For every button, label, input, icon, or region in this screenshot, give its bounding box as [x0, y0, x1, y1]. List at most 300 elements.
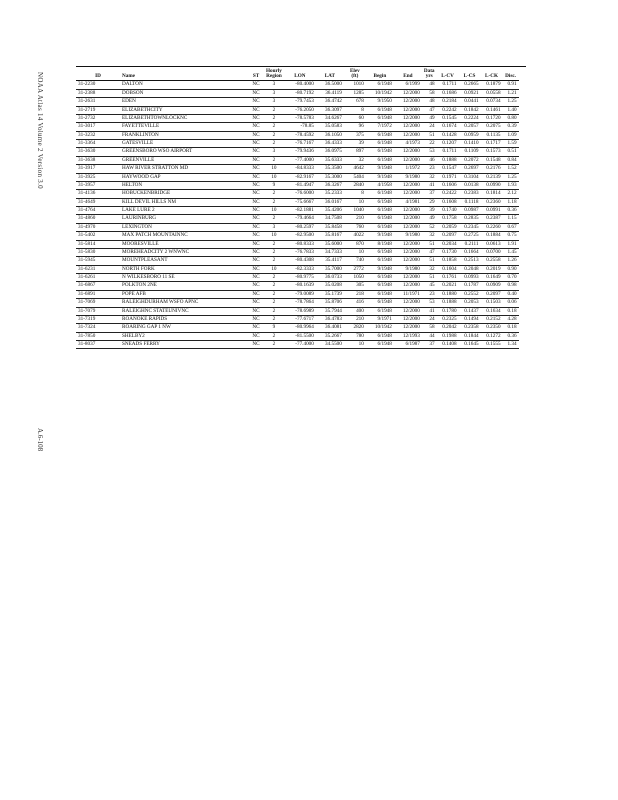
table-cell: 39	[422, 207, 437, 215]
table-cell: 6/1948	[366, 198, 394, 206]
table-cell: 0.2665	[459, 81, 481, 89]
table-cell: 0.2176	[481, 165, 503, 173]
table-cell: 0.1207	[437, 140, 459, 148]
table-cell: 740	[344, 257, 366, 265]
table-cell: 31-6261	[76, 274, 120, 282]
table-row	[76, 123, 519, 131]
table-cell: POLKTON 2NE	[120, 282, 248, 290]
table-cell: 0.2152	[481, 315, 503, 323]
table-cell: 49	[422, 114, 437, 122]
table-cell: 0.1884	[481, 232, 503, 240]
table-cell: 7/1972	[366, 123, 394, 131]
table-cell: 12/2000	[394, 215, 422, 223]
table-cell: 10/1942	[366, 89, 394, 97]
side-page-number	[36, 428, 58, 468]
table-cell: -78.5783	[284, 114, 316, 122]
table-cell: 3	[264, 98, 284, 106]
table-cell: 0.1664	[459, 248, 481, 256]
table-cell: NC	[248, 140, 264, 148]
column-header: LAT	[316, 74, 344, 81]
table-cell: 0.1606	[437, 181, 459, 189]
table-cell: 2	[264, 123, 284, 131]
table-cell: HELTON	[120, 181, 248, 189]
table-cell: 36.3267	[316, 181, 344, 189]
table-cell: 0.2345	[459, 223, 481, 231]
table-cell: -82.3333	[284, 265, 316, 273]
table-cell: NC	[248, 181, 264, 189]
table-cell: 6/1948	[366, 148, 394, 156]
atlas-volume-text: NOAA Atlas 14 Volume 2 Version 3.0	[36, 72, 44, 189]
table-cell: -80.1639	[284, 282, 316, 290]
table-cell: 2	[264, 215, 284, 223]
table-cell: NC	[248, 307, 264, 315]
table-cell: 0.1842	[459, 106, 481, 114]
table-cell: 2840	[344, 181, 366, 189]
table-cell: 37	[422, 190, 437, 198]
table-cell: 12/2000	[394, 248, 422, 256]
table-cell: 12/2000	[394, 114, 422, 122]
table-cell: NC	[248, 332, 264, 340]
table-cell: 51	[422, 257, 437, 265]
table-cell: 6/1948	[366, 307, 394, 315]
table-cell: 6/1948	[366, 207, 394, 215]
table-cell: 24	[422, 315, 437, 323]
column-header: L-CV	[437, 74, 459, 81]
table-cell: NC	[248, 198, 264, 206]
table-cell: NC	[248, 223, 264, 231]
table-cell: 0.0987	[459, 207, 481, 215]
table-cell: 0.1888	[437, 156, 459, 164]
header-row-2	[76, 74, 519, 81]
table-cell: 31-4649	[76, 198, 120, 206]
table-row	[76, 165, 519, 173]
table-cell: NC	[248, 290, 264, 298]
table-cell: 35.8167	[316, 232, 344, 240]
table-cell: 9/1948	[366, 265, 394, 273]
table-cell: 2820	[344, 324, 366, 332]
table-cell: 0.1858	[437, 257, 459, 265]
table-cell: 0.2360	[481, 198, 503, 206]
table-cell: 53	[422, 148, 437, 156]
table-cell: 2	[264, 190, 284, 198]
table-cell: 0.98	[503, 282, 519, 290]
table-row	[76, 198, 519, 206]
table-cell: 32	[422, 265, 437, 273]
table-cell: 0.0734	[481, 98, 503, 106]
table-cell: -79.9436	[284, 148, 316, 156]
table-cell: 58	[422, 89, 437, 97]
table-cell: 10	[264, 207, 284, 215]
table-cell: 4/1958	[366, 181, 394, 189]
table-cell: 0.1880	[437, 290, 459, 298]
table-cell: 0.1649	[481, 274, 503, 282]
table-cell: 0.2350	[481, 324, 503, 332]
table-cell: 2	[264, 106, 284, 114]
table-cell: 0.51	[503, 148, 519, 156]
table-cell: -80.7192	[284, 89, 316, 97]
column-header: ID	[76, 74, 120, 81]
table-row	[76, 341, 519, 349]
table-cell: -76.6000	[284, 190, 316, 198]
table-cell: 35.1739	[316, 290, 344, 298]
table-cell: NC	[248, 299, 264, 307]
table-cell: NC	[248, 123, 264, 131]
table-cell: 6/1948	[366, 332, 394, 340]
table-cell: NC	[248, 148, 264, 156]
table-cell: 0.0990	[481, 181, 503, 189]
table-cell: 0.2242	[437, 106, 459, 114]
table-cell: HAW RIVER STRATTON MD	[120, 165, 248, 173]
table-cell: 8	[344, 106, 366, 114]
table-cell: 2	[264, 307, 284, 315]
column-header: Name	[120, 74, 248, 81]
table-cell: 218	[344, 290, 366, 298]
table-cell: 6/1948	[366, 341, 394, 349]
table-cell: 0.1437	[459, 307, 481, 315]
table-cell: 4.28	[503, 315, 519, 323]
table-cell: 9	[264, 181, 284, 189]
table-cell: 760	[344, 223, 366, 231]
table-cell: 10	[344, 248, 366, 256]
table-cell: 31-7850	[76, 332, 120, 340]
table-cell: 0.2053	[459, 299, 481, 307]
table-cell: 0.1711	[437, 81, 459, 89]
table-cell: LAURINBURG	[120, 215, 248, 223]
table-cell: 0.1118	[459, 198, 481, 206]
table-cell: 37	[422, 341, 437, 349]
table-row	[76, 207, 519, 215]
table-cell: 0.1428	[437, 131, 459, 139]
table-cell: 3	[264, 148, 284, 156]
table-cell: 12/2000	[394, 156, 422, 164]
table-cell: 0.2184	[437, 98, 459, 106]
table-cell: 12/2000	[394, 148, 422, 156]
table-cell: 35.6000	[316, 240, 344, 248]
table-cell: 0.1410	[459, 140, 481, 148]
table-cell: 0.1408	[437, 341, 459, 349]
table-cell: 0.2697	[459, 165, 481, 173]
table-cell: -80.9964	[284, 324, 316, 332]
table-cell: 0.2558	[481, 257, 503, 265]
table-cell: 12/2000	[394, 223, 422, 231]
table-cell: 0.1608	[437, 198, 459, 206]
table-cell: 2	[264, 131, 284, 139]
table-cell: 0.1780	[437, 307, 459, 315]
table-cell: 51	[422, 240, 437, 248]
table-row	[76, 257, 519, 265]
table-cell: 6/1948	[366, 190, 394, 198]
table-cell: 1.26	[503, 257, 519, 265]
table-cell: 0.1814	[481, 190, 503, 198]
table-cell: 6/1987	[394, 341, 422, 349]
table-cell: NC	[248, 131, 264, 139]
table-cell: 0.1135	[481, 131, 503, 139]
table-cell: 35.0583	[316, 123, 344, 131]
table-cell: 48	[422, 81, 437, 89]
table-cell: 0.2042	[437, 324, 459, 332]
table-cell: 0.2019	[481, 265, 503, 273]
table-cell: RALEIGHNC STATEUNIVNC	[120, 307, 248, 315]
table-cell: 1.93	[503, 181, 519, 189]
table-cell: 1.25	[503, 98, 519, 106]
column-header: LON	[284, 74, 316, 81]
table-cell: HAYWOOD GAP	[120, 173, 248, 181]
table-cell: 6/1948	[366, 215, 394, 223]
table-cell: 0.1634	[481, 307, 503, 315]
table-cell: 9/1948	[366, 165, 394, 173]
table-cell: 12/2000	[394, 89, 422, 97]
table-cell: 6/1948	[366, 282, 394, 290]
table-cell: 31-3630	[76, 148, 120, 156]
table-row	[76, 156, 519, 164]
table-cell: ROANOKE RAPIDS	[120, 315, 248, 323]
table-cell: 31-6231	[76, 265, 120, 273]
table-cell: -79.4664	[284, 215, 316, 223]
table-cell: -78.85	[284, 123, 316, 131]
table-cell: 870	[344, 240, 366, 248]
table-cell: 36.4119	[316, 89, 344, 97]
table-cell: 9/1971	[366, 315, 394, 323]
table-cell: 35.7944	[316, 307, 344, 315]
table-cell: 0.2139	[481, 173, 503, 181]
table-cell: 2	[264, 274, 284, 282]
table-cell: 34.7333	[316, 248, 344, 256]
table-cell: 416	[344, 299, 366, 307]
table-cell: 36.4742	[316, 98, 344, 106]
table-cell: 12/1993	[394, 332, 422, 340]
table-row	[76, 240, 519, 248]
table-cell: 0.1988	[437, 332, 459, 340]
table-cell: 35.6333	[316, 156, 344, 164]
table-cell: 36.5000	[316, 81, 344, 89]
table-row	[76, 315, 519, 323]
table-row	[76, 307, 519, 315]
table-cell: 0.70	[503, 274, 519, 282]
table-cell: 6/1948	[366, 156, 394, 164]
table-cell: 31-2631	[76, 98, 120, 106]
table-cell: -81.4947	[284, 181, 316, 189]
table-cell: POPE AFB	[120, 290, 248, 298]
table-cell: 31-5830	[76, 248, 120, 256]
table-cell: -80.8333	[284, 240, 316, 248]
table-cell: 36.0733	[316, 274, 344, 282]
table-cell: 31-4860	[76, 215, 120, 223]
table-cell: 1.09	[503, 131, 519, 139]
table-cell: 0.1461	[481, 106, 503, 114]
table-cell: 2	[264, 290, 284, 298]
table-cell: 305	[344, 282, 366, 290]
table-row	[76, 81, 519, 89]
table-cell: -75.6667	[284, 198, 316, 206]
table-cell: 31-3957	[76, 181, 120, 189]
table-cell: 31-4764	[76, 207, 120, 215]
table-cell: 1.59	[503, 140, 519, 148]
table-cell: 2.12	[503, 190, 519, 198]
column-header: ST	[248, 74, 264, 81]
table-cell: 6/1948	[366, 257, 394, 265]
table-cell: 210	[344, 315, 366, 323]
table-cell: 31-7079	[76, 307, 120, 315]
table-cell: 0.0959	[459, 131, 481, 139]
station-table	[76, 68, 519, 349]
table-cell: 31-6891	[76, 290, 120, 298]
table-row	[76, 148, 519, 156]
table-cell: 0.0993	[459, 274, 481, 282]
table-cell: 10	[264, 265, 284, 273]
table-cell: 3	[264, 223, 284, 231]
table-cell: 41	[422, 181, 437, 189]
table-row	[76, 332, 519, 340]
table-cell: 0.80	[503, 114, 519, 122]
page-number-text: A.6-108	[36, 428, 44, 452]
table-cell: 0.1573	[481, 148, 503, 156]
table-cell: 0.0921	[459, 89, 481, 97]
table-cell: -80.9775	[284, 274, 316, 282]
table-cell: 0.1686	[437, 89, 459, 97]
table-cell: 0.3104	[459, 173, 481, 181]
table-cell: 39	[344, 140, 366, 148]
column-header: (ft)	[344, 74, 366, 81]
table-cell: 1040	[344, 207, 366, 215]
table-cell: 0.1787	[459, 282, 481, 290]
table-cell: 2	[264, 198, 284, 206]
table-cell: 0.2059	[437, 223, 459, 231]
table-cell: 9	[264, 324, 284, 332]
table-cell: -80.2597	[284, 223, 316, 231]
table-cell: 31-2719	[76, 106, 120, 114]
table-row	[76, 98, 519, 106]
table-cell: 31-3017	[76, 123, 120, 131]
table-cell: 10	[344, 341, 366, 349]
table-cell: 0.0441	[459, 98, 481, 106]
table-cell: 0.84	[503, 156, 519, 164]
table-cell: 35.8706	[316, 299, 344, 307]
table-cell: 0.1758	[437, 215, 459, 223]
table-cell: 31-7324	[76, 324, 120, 332]
table-cell: 0.1109	[459, 148, 481, 156]
table-cell: 34.5500	[316, 341, 344, 349]
table-cell: 32	[344, 156, 366, 164]
column-header: Data	[423, 68, 435, 74]
table-cell: 0.1604	[437, 265, 459, 273]
table-cell: 2	[264, 315, 284, 323]
table-cell: 2	[264, 341, 284, 349]
table-cell: 1/1972	[394, 165, 422, 173]
table-cell: 31-3925	[76, 173, 120, 181]
table-cell: 35.4117	[316, 257, 344, 265]
table-cell: 1010	[344, 81, 366, 89]
table-cell: -76.7833	[284, 248, 316, 256]
table-cell: 1050	[344, 274, 366, 282]
table-cell: 0.18	[503, 307, 519, 315]
table-cell: ELIZABETHCITY	[120, 106, 248, 114]
table-cell: 0.2358	[459, 324, 481, 332]
table-row	[76, 173, 519, 181]
table-cell: 0.2422	[437, 190, 459, 198]
table-cell: 36.4783	[316, 315, 344, 323]
table-cell: 31-5402	[76, 232, 120, 240]
table-cell: 0.75	[503, 232, 519, 240]
table-cell: 6/1948	[366, 290, 394, 298]
table-cell: NC	[248, 257, 264, 265]
table-cell: 12/2000	[394, 181, 422, 189]
table-cell: NC	[248, 156, 264, 164]
table-cell: 23	[422, 290, 437, 298]
table-cell: 31-4136	[76, 190, 120, 198]
table-cell: 1.91	[503, 240, 519, 248]
table-cell: 0.2260	[481, 223, 503, 231]
table-cell: 2	[264, 156, 284, 164]
table-cell: 4022	[344, 232, 366, 240]
table-cell: 0.18	[503, 324, 519, 332]
table-cell: 6/1999	[394, 81, 422, 89]
table-cell: 6/1948	[366, 140, 394, 148]
column-header: yrs	[422, 74, 437, 81]
table-cell: 0.1888	[437, 299, 459, 307]
table-cell: 6/1948	[366, 299, 394, 307]
table-cell: -76.2050	[284, 106, 316, 114]
table-row	[76, 232, 519, 240]
table-cell: 31-5814	[76, 240, 120, 248]
table-cell: ELIZABETHTOWNLOCKNC	[120, 114, 248, 122]
table-cell: -76.7167	[284, 140, 316, 148]
table-cell: NC	[248, 282, 264, 290]
table-cell: 31-7319	[76, 315, 120, 323]
table-cell: 0.1503	[481, 299, 503, 307]
table-cell: NC	[248, 114, 264, 122]
table-cell: 0.2325	[437, 315, 459, 323]
table-cell: 0.91	[503, 81, 519, 89]
table-cell: N WILKESBORO 11 SE	[120, 274, 248, 282]
table-cell: 12/2000	[394, 315, 422, 323]
table-cell: NORTH FORK	[120, 265, 248, 273]
table-cell: -77.6717	[284, 315, 316, 323]
table-cell: 12/2000	[394, 106, 422, 114]
table-cell: 53	[422, 299, 437, 307]
table-cell: 2	[264, 299, 284, 307]
table-cell: NC	[248, 232, 264, 240]
table-cell: HOBUCKENBRIDGE	[120, 190, 248, 198]
table-cell: MAX PATCH MOUNTAINNC	[120, 232, 248, 240]
table-cell: NC	[248, 190, 264, 198]
table-cell: 47	[422, 248, 437, 256]
table-cell: 12/2000	[394, 274, 422, 282]
table-cell: DOBSON	[120, 89, 248, 97]
table-cell: SNEADS FERRY	[120, 341, 248, 349]
table-cell: 400	[344, 307, 366, 315]
table-row	[76, 282, 519, 290]
table-cell: NC	[248, 215, 264, 223]
table-cell: DALTON	[120, 81, 248, 89]
table-cell: 35.0208	[316, 282, 344, 290]
table-cell: 4/1981	[394, 198, 422, 206]
table-cell: 41	[422, 307, 437, 315]
table-cell: 31-4970	[76, 223, 120, 231]
table-cell: -79.7453	[284, 98, 316, 106]
table-cell: 2	[264, 257, 284, 265]
table-cell: 44	[422, 332, 437, 340]
table-cell: 36.4333	[316, 140, 344, 148]
table-cell: 1.21	[503, 89, 519, 97]
table-cell: -82.1881	[284, 207, 316, 215]
table-cell: 35.4206	[316, 207, 344, 215]
table-cell: 6/1948	[366, 248, 394, 256]
table-cell: 1.25	[503, 173, 519, 181]
table-cell: -78.6989	[284, 307, 316, 315]
table-cell: 35.2333	[316, 190, 344, 198]
table-cell: NC	[248, 165, 264, 173]
table-cell: 0.1674	[437, 123, 459, 131]
